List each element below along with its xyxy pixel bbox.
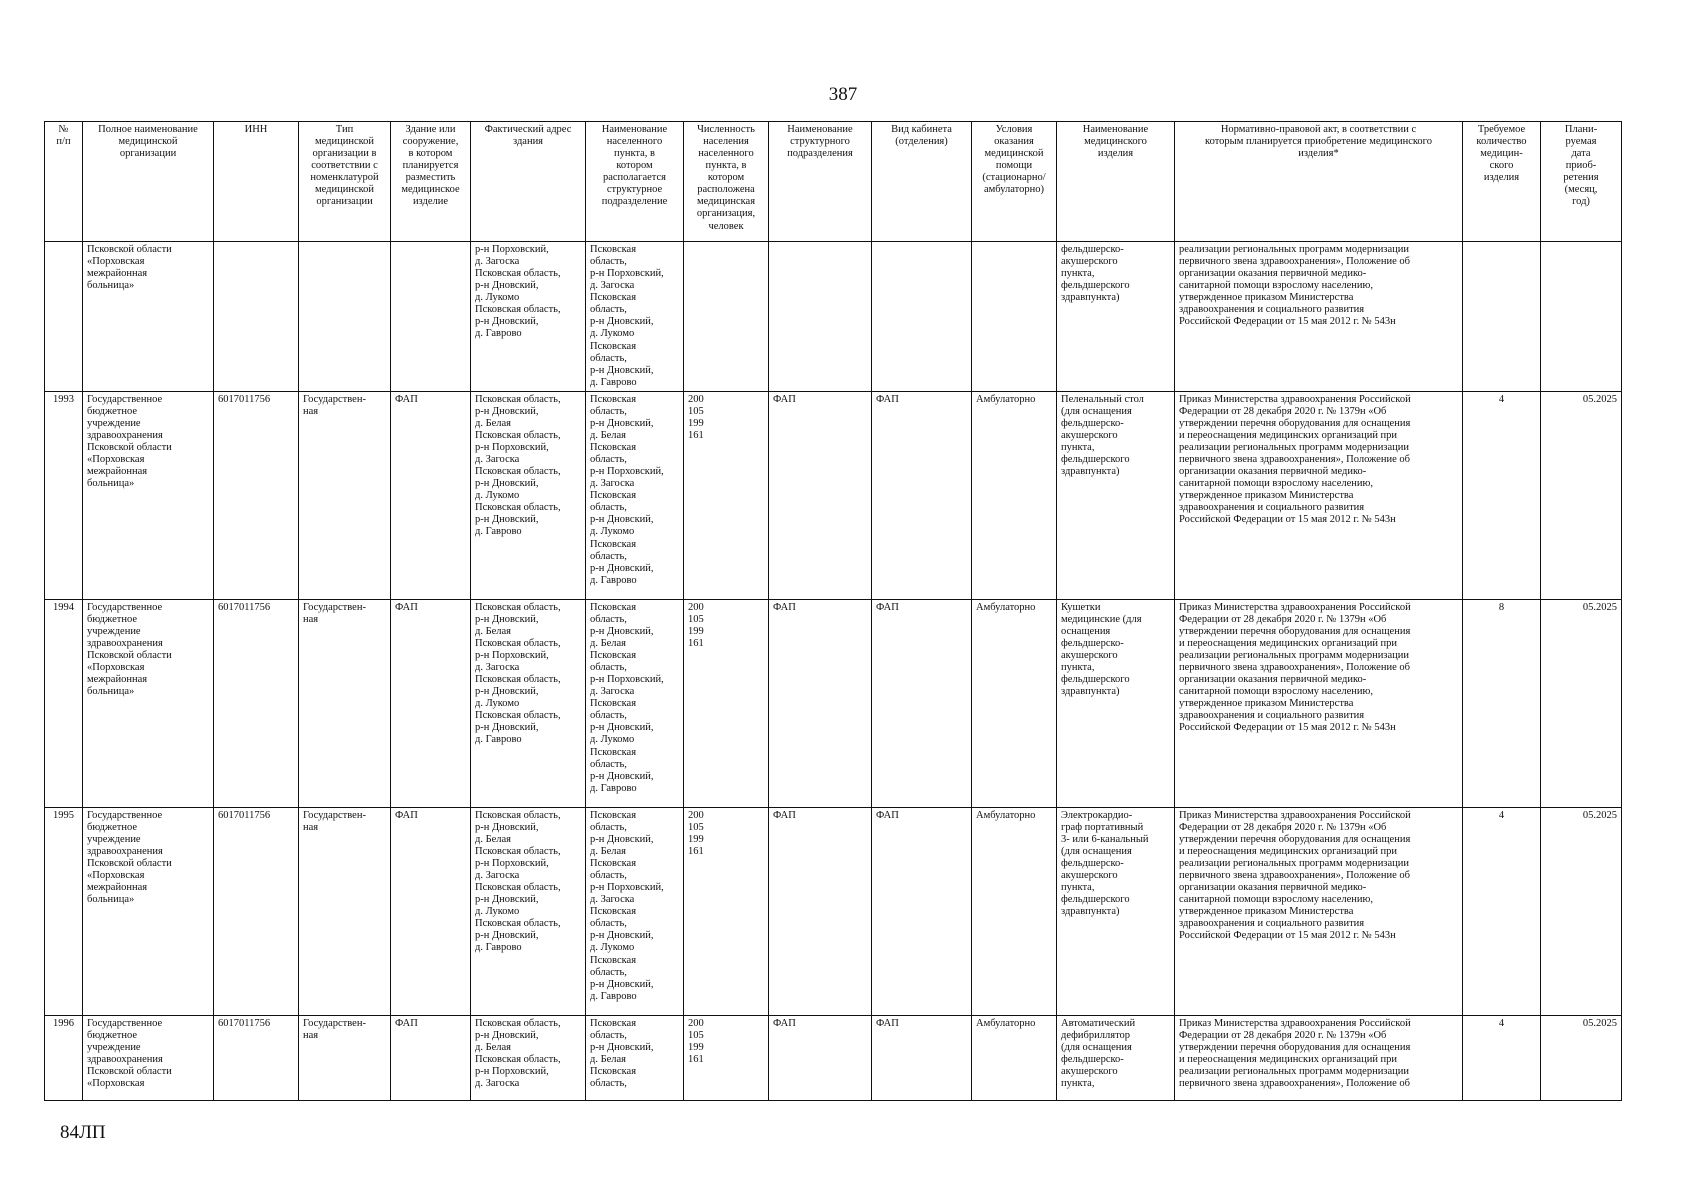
cell-locality: Псковская область, р-н Дновский, д. Белая Псковская область, р-н Порховский, д. Загоска Псковская область, р-н Дновский, д. Лукомо Псковская область, р-н Дновский, д. Гаврово	[586, 391, 684, 599]
cell-building	[391, 242, 471, 392]
cell-unit: ФАП	[769, 391, 872, 599]
cell-org: Государственное бюджетное учреждение здравоохранения Псковской области «Порховская межрайонная больница»	[83, 391, 214, 599]
cell-inn: 6017011756	[214, 1015, 299, 1100]
cell-num: 1993	[45, 391, 83, 599]
table-row	[45, 391, 1622, 599]
cell-org: Государственное бюджетное учреждение здравоохранения Псковской области «Порховская	[83, 1015, 214, 1100]
col-header-org: Полное наименование медицинской организации	[83, 122, 214, 242]
cell-org: Государственное бюджетное учреждение здравоохранения Псковской области «Порховская межрайонная больница»	[83, 599, 214, 807]
cell-num: 1995	[45, 807, 83, 1015]
cell-conditions	[972, 242, 1057, 392]
cell-org: Псковской области «Порховская межрайонная больница»	[83, 242, 214, 392]
cell-act: Приказ Министерства здравоохранения Российской Федерации от 28 декабря 2020 г. № 1379н «Об утверждении перечня оборудования для оснащения и переоснащения медицинских организаций при реализации региональных программ модернизации первичного звена здравоохранения», Положение об организации оказания первичной медико- санитарной помощи взрослому населению, утвержденное приказом Министерства здравоохранения и социального развития Российской Федерации от 15 мая 2012 г. № 543н	[1175, 599, 1463, 807]
cell-locality: Псковская область, р-н Дновский, д. Белая Псковская область, р-н Порховский, д. Загоска Псковская область, р-н Дновский, д. Лукомо Псковская область, р-н Дновский, д. Гаврово	[586, 599, 684, 807]
cell-unit: ФАП	[769, 599, 872, 807]
cell-qty: 4	[1463, 1015, 1541, 1100]
cell-num: 1994	[45, 599, 83, 807]
col-header-address: Фактический адрес здания	[471, 122, 586, 242]
cell-device: Кушетки медицинские (для оснащения фельдшерско- акушерского пункта, фельдшерского здравпункта)	[1057, 599, 1175, 807]
cell-conditions: Амбулаторно	[972, 1015, 1057, 1100]
cell-inn: 6017011756	[214, 391, 299, 599]
cell-qty: 8	[1463, 599, 1541, 807]
cell-type: Государствен- ная	[299, 599, 391, 807]
cell-address: р-н Порховский, д. Загоска Псковская область, р-н Дновский, д. Лукомо Псковская область, р-н Дновский, д. Гаврово	[471, 242, 586, 392]
col-header-conditions: Условия оказания медицинской помощи (стационарно/ амбулаторно)	[972, 122, 1057, 242]
cell-building: ФАП	[391, 1015, 471, 1100]
table-row	[45, 599, 1622, 807]
cell-qty: 4	[1463, 807, 1541, 1015]
cell-qty	[1463, 242, 1541, 392]
page-number: 387	[828, 84, 858, 105]
cell-type: Государствен- ная	[299, 391, 391, 599]
cell-date: 05.2025	[1541, 391, 1622, 599]
cell-conditions: Амбулаторно	[972, 391, 1057, 599]
cell-unit	[769, 242, 872, 392]
cell-locality: Псковская область, р-н Дновский, д. Белая Псковская область, р-н Порховский, д. Загоска Псковская область, р-н Дновский, д. Лукомо Псковская область, р-н Дновский, д. Гаврово	[586, 807, 684, 1015]
header-row	[45, 122, 1622, 242]
cell-num: 1996	[45, 1015, 83, 1100]
cell-type	[299, 242, 391, 392]
cell-date	[1541, 242, 1622, 392]
col-header-locality: Наименование населенного пункта, в котором располагается структурное подразделение	[586, 122, 684, 242]
cell-cabinet: ФАП	[872, 1015, 972, 1100]
cell-cabinet	[872, 242, 972, 392]
cell-locality: Псковская область, р-н Дновский, д. Белая Псковская область,	[586, 1015, 684, 1100]
table-row	[45, 807, 1622, 1015]
cell-address: Псковская область, р-н Дновский, д. Белая Псковская область, р-н Порховский, д. Загоска Псковская область, р-н Дновский, д. Лукомо Псковская область, р-н Дновский, д. Гаврово	[471, 807, 586, 1015]
cell-date: 05.2025	[1541, 599, 1622, 807]
cell-inn: 6017011756	[214, 807, 299, 1015]
col-header-inn: ИНН	[214, 122, 299, 242]
cell-cabinet: ФАП	[872, 391, 972, 599]
cell-type: Государствен- ная	[299, 807, 391, 1015]
cell-date: 05.2025	[1541, 807, 1622, 1015]
cell-device: Автоматический дефибриллятор (для оснащения фельдшерско- акушерского пункта,	[1057, 1015, 1175, 1100]
col-header-unit: Наименование структурного подразделения	[769, 122, 872, 242]
cell-act: Приказ Министерства здравоохранения Российской Федерации от 28 декабря 2020 г. № 1379н «Об утверждении перечня оборудования для оснащения и переоснащения медицинских организаций при реализации региональных программ модернизации первичного звена здравоохранения», Положение об	[1175, 1015, 1463, 1100]
cell-device: фельдшерско- акушерского пункта, фельдшерского здравпункта)	[1057, 242, 1175, 392]
cell-act: Приказ Министерства здравоохранения Российской Федерации от 28 декабря 2020 г. № 1379н «Об утверждении перечня оборудования для оснащения и переоснащения медицинских организаций при реализации региональных программ модернизации первичного звена здравоохранения», Положение об организации оказания первичной медико- санитарной помощи взрослому населению, утвержденное приказом Министерства здравоохранения и социального развития Российской Федерации от 15 мая 2012 г. № 543н	[1175, 807, 1463, 1015]
cell-conditions: Амбулаторно	[972, 807, 1057, 1015]
equipment-table	[44, 121, 1622, 1101]
col-header-type: Тип медицинской организации в соответствии с номенклатурой медицинской организации	[299, 122, 391, 242]
cell-conditions: Амбулаторно	[972, 599, 1057, 807]
cell-unit: ФАП	[769, 1015, 872, 1100]
cell-qty: 4	[1463, 391, 1541, 599]
cell-act: реализации региональных программ модернизации первичного звена здравоохранения», Положение об организации оказания первичной медико- санитарной помощи взрослому населению, утвержденное приказом Министерства здравоохранения и социального развития Российской Федерации от 15 мая 2012 г. № 543н	[1175, 242, 1463, 392]
cell-act: Приказ Министерства здравоохранения Российской Федерации от 28 декабря 2020 г. № 1379н «Об утверждении перечня оборудования для оснащения и переоснащения медицинских организаций при реализации региональных программ модернизации первичного звена здравоохранения», Положение об организации оказания первичной медико- санитарной помощи взрослому населению, утвержденное приказом Министерства здравоохранения и социального развития Российской Федерации от 15 мая 2012 г. № 543н	[1175, 391, 1463, 599]
cell-cabinet: ФАП	[872, 599, 972, 807]
col-header-date: Плани- руемая дата приоб- ретения (месяц, год)	[1541, 122, 1622, 242]
col-header-building: Здание или сооружение, в котором планируется разместить медицинское изделие	[391, 122, 471, 242]
col-header-qty: Требуемое количество медицин- ского изделия	[1463, 122, 1541, 242]
cell-num	[45, 242, 83, 392]
cell-population: 200 105 199 161	[684, 1015, 769, 1100]
cell-device: Электрокардио- граф портативный 3- или 6-канальный (для оснащения фельдшерско- акушерского пункта, фельдшерского здравпункта)	[1057, 807, 1175, 1015]
cell-locality: Псковская область, р-н Порховский, д. Загоска Псковская область, р-н Дновский, д. Лукомо Псковская область, р-н Дновский, д. Гаврово	[586, 242, 684, 392]
col-header-cabinet: Вид кабинета (отделения)	[872, 122, 972, 242]
table-row	[45, 1015, 1622, 1100]
cell-unit: ФАП	[769, 807, 872, 1015]
cell-type: Государствен- ная	[299, 1015, 391, 1100]
cell-address: Псковская область, р-н Дновский, д. Белая Псковская область, р-н Порховский, д. Загоска Псковская область, р-н Дновский, д. Лукомо Псковская область, р-н Дновский, д. Гаврово	[471, 391, 586, 599]
col-header-device: Наименование медицинского изделия	[1057, 122, 1175, 242]
cell-inn	[214, 242, 299, 392]
table-row	[45, 242, 1622, 392]
cell-building: ФАП	[391, 391, 471, 599]
cell-population: 200 105 199 161	[684, 807, 769, 1015]
cell-population: 200 105 199 161	[684, 391, 769, 599]
col-header-population: Численность населения населенного пункта, в котором расположена медицинская организация, человек	[684, 122, 769, 242]
cell-cabinet: ФАП	[872, 807, 972, 1015]
col-header-num: № п/п	[45, 122, 83, 242]
cell-building: ФАП	[391, 599, 471, 807]
cell-building: ФАП	[391, 807, 471, 1015]
cell-address: Псковская область, р-н Дновский, д. Белая Псковская область, р-н Порховский, д. Загоска Псковская область, р-н Дновский, д. Лукомо Псковская область, р-н Дновский, д. Гаврово	[471, 599, 586, 807]
cell-population	[684, 242, 769, 392]
col-header-act: Нормативно-правовой акт, в соответствии с которым планируется приобретение медицинского изделия*	[1175, 122, 1463, 242]
cell-address: Псковская область, р-н Дновский, д. Белая Псковская область, р-н Порховский, д. Загоска	[471, 1015, 586, 1100]
cell-org: Государственное бюджетное учреждение здравоохранения Псковской области «Порховская межрайонная больница»	[83, 807, 214, 1015]
cell-population: 200 105 199 161	[684, 599, 769, 807]
cell-device: Пеленальный стол (для оснащения фельдшерско- акушерского пункта, фельдшерского здравпункта)	[1057, 391, 1175, 599]
cell-inn: 6017011756	[214, 599, 299, 807]
cell-date: 05.2025	[1541, 1015, 1622, 1100]
footer-document-code: 84ЛП	[60, 1122, 106, 1143]
